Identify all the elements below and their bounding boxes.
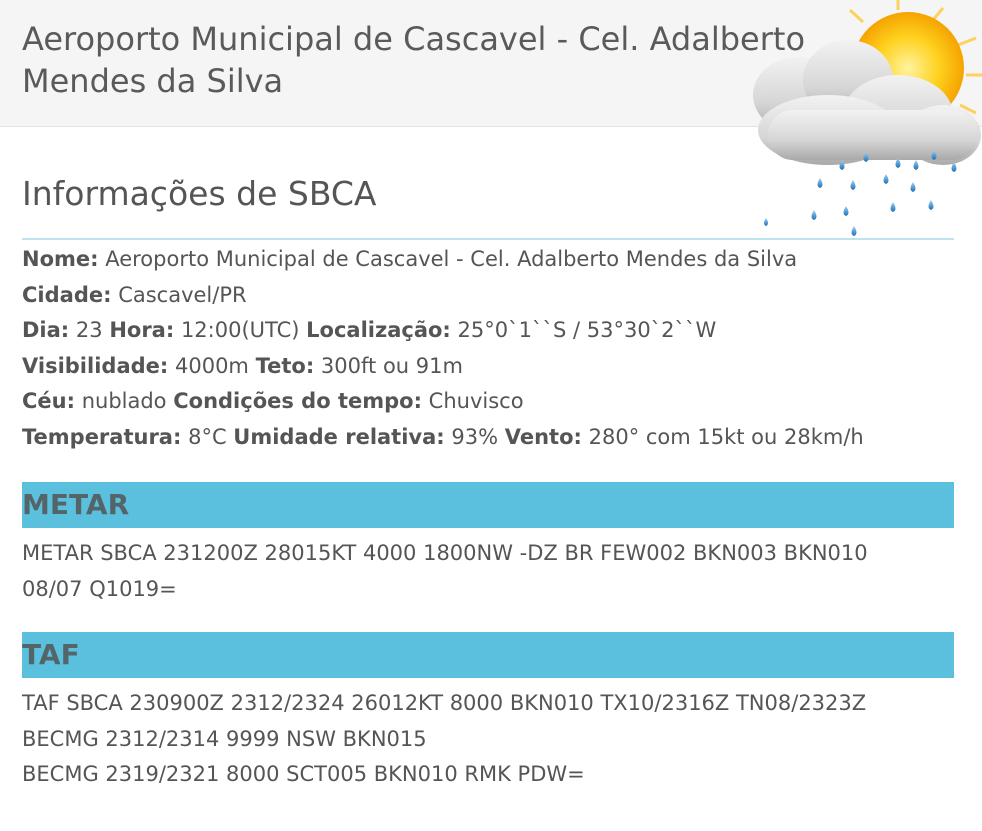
info-label: Vento: bbox=[504, 424, 582, 449]
info-row bbox=[22, 278, 962, 314]
info-value: Chuvisco bbox=[428, 389, 524, 413]
info-value: 25°0`1``S / 53°30`2``W bbox=[457, 318, 717, 342]
info-label: Localização: bbox=[306, 318, 451, 342]
info-label: Céu: bbox=[22, 389, 76, 413]
metar-heading: METAR bbox=[22, 488, 130, 521]
info-value: 300ft ou 91m bbox=[320, 353, 463, 378]
metar-line: 08/07 Q1019= bbox=[22, 576, 177, 601]
info-value: 93% bbox=[451, 424, 499, 449]
info-label: Cidade: bbox=[22, 282, 112, 307]
info-row bbox=[22, 420, 962, 456]
info-row bbox=[22, 313, 962, 349]
info-label: Dia: bbox=[22, 318, 70, 342]
info-value: Cascavel/PR bbox=[118, 282, 247, 307]
info-label: Temperatura: bbox=[22, 424, 182, 449]
airport-info bbox=[22, 242, 962, 455]
taf-bar bbox=[22, 632, 954, 678]
taf-heading: TAF bbox=[22, 638, 80, 671]
taf-line: TAF SBCA 230900Z 2312/2324 26012KT 8000 BKN010 TX10/2316Z TN08/2323Z bbox=[22, 691, 867, 715]
info-label: Nome: bbox=[22, 247, 99, 271]
taf-line: BECMG 2319/2321 8000 SCT005 BKN010 RMK PDW= bbox=[22, 762, 585, 786]
info-value: nublado bbox=[81, 389, 167, 413]
info-row bbox=[22, 384, 962, 420]
info-row bbox=[22, 242, 962, 278]
metar-line: METAR SBCA 231200Z 28015KT 4000 1800NW -DZ BR FEW002 BKN003 BKN010 bbox=[22, 541, 868, 565]
info-value: 12:00(UTC) bbox=[180, 318, 300, 342]
metar-text bbox=[22, 536, 962, 607]
info-label: Hora: bbox=[109, 318, 175, 342]
info-heading: Informações de SBCA bbox=[22, 174, 377, 213]
info-row bbox=[22, 349, 962, 385]
taf-line: BECMG 2312/2314 9999 NSW BKN015 bbox=[22, 726, 427, 751]
airport-title: Aeroporto Municipal de Cascavel - Cel. Adalberto Mendes da Silva bbox=[22, 20, 806, 100]
info-value: 280° com 15kt ou 28km/h bbox=[588, 424, 864, 449]
info-label: Umidade relativa: bbox=[233, 424, 445, 449]
taf-text bbox=[22, 686, 962, 793]
heading-divider bbox=[22, 238, 954, 240]
info-value: 23 bbox=[75, 318, 103, 342]
info-label: Teto: bbox=[255, 353, 315, 378]
sun-cloud-rain-icon bbox=[738, 0, 982, 245]
rain-drops bbox=[764, 150, 957, 236]
info-value: Aeroporto Municipal de Cascavel - Cel. Adalberto Mendes da Silva bbox=[105, 247, 798, 271]
metar-bar bbox=[22, 482, 954, 528]
info-label: Visibilidade: bbox=[22, 353, 169, 378]
info-label: Condições do tempo: bbox=[173, 389, 422, 413]
info-value: 4000m bbox=[174, 353, 249, 378]
info-value: 8°C bbox=[188, 424, 227, 449]
